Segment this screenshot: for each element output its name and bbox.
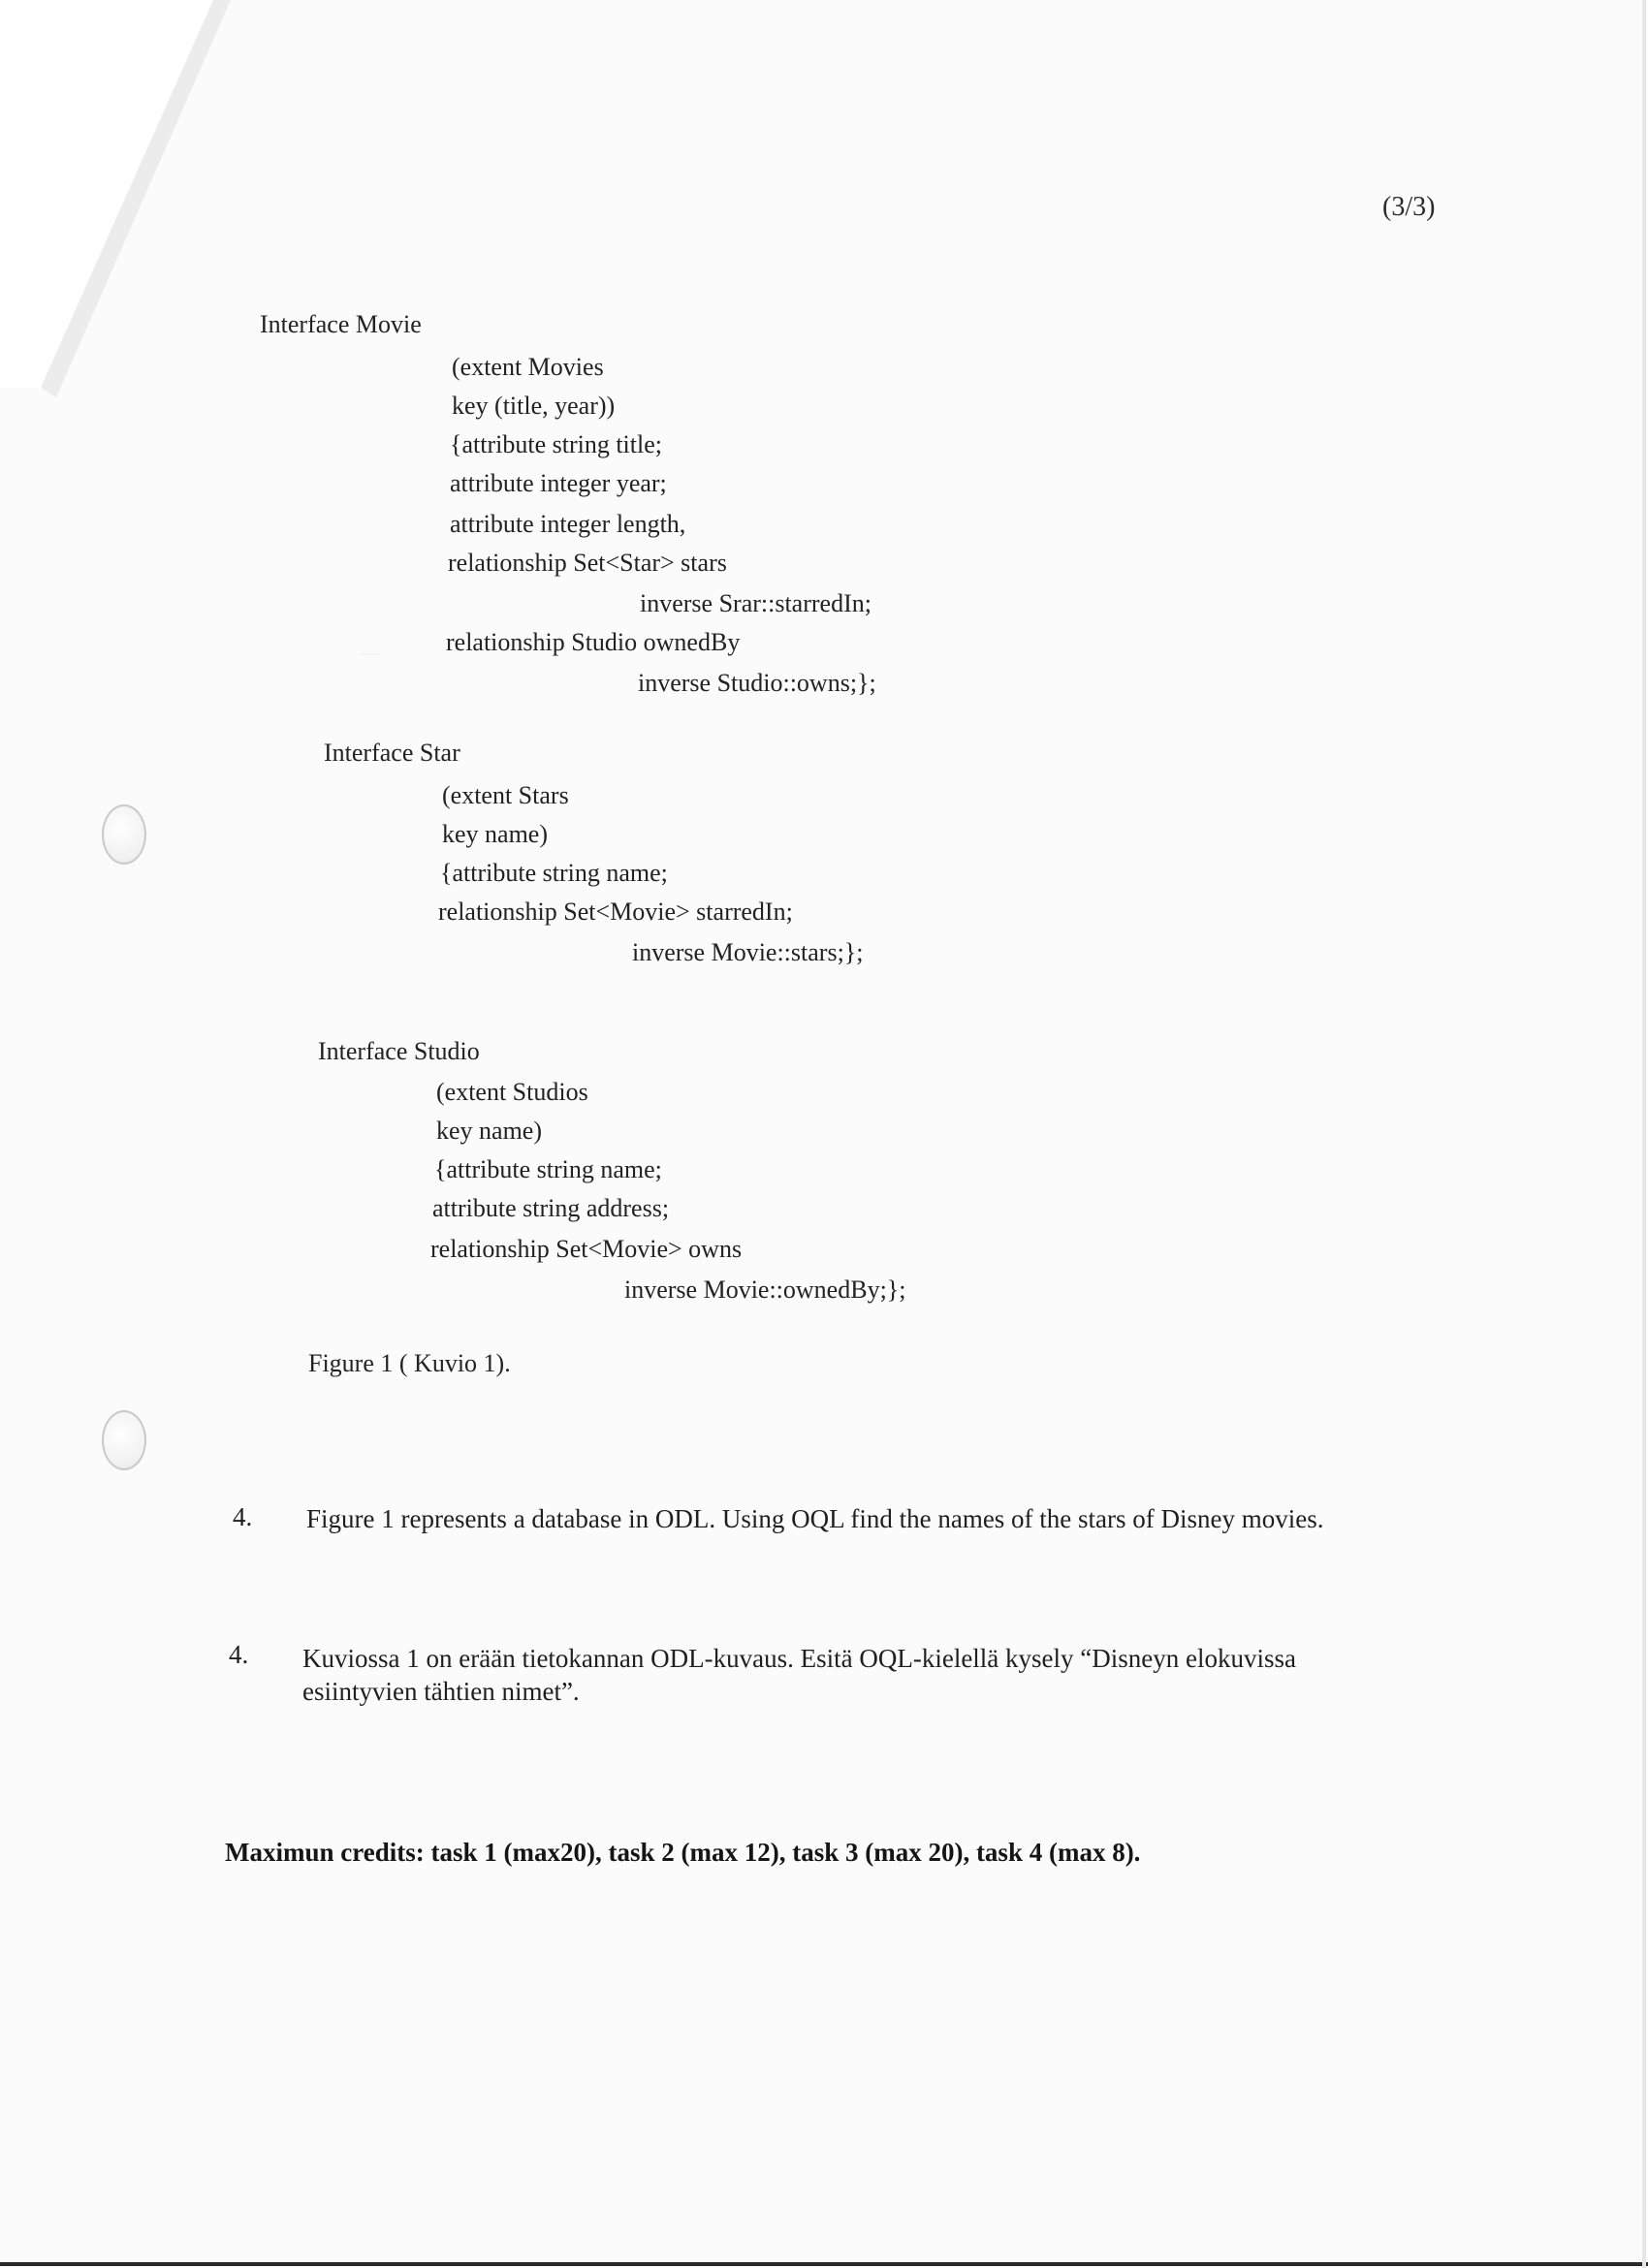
interface-star-header: Interface Star (324, 739, 460, 767)
code-line: attribute integer length, (450, 510, 686, 538)
code-line: key (title, year)) (452, 392, 616, 420)
code-line: attribute integer year; (450, 469, 667, 497)
code-line: relationship Set<Star> stars (448, 549, 727, 577)
maximum-credits: Maximun credits: task 1 (max20), task 2 (max 12), task 3 (max 20), task 4 (max 8). (225, 1838, 1141, 1867)
code-line: inverse Studio::owns;}; (638, 669, 876, 697)
punch-hole (102, 804, 146, 865)
code-line: relationship Set<Movie> owns (430, 1235, 743, 1263)
interface-studio-header: Interface Studio (318, 1037, 480, 1065)
interface-movie-header: Interface Movie (260, 310, 422, 338)
code-line: {attribute string title; (450, 430, 662, 458)
code-line: inverse Srar::starredIn; (640, 589, 872, 617)
code-line: relationship Studio ownedBy (446, 628, 741, 656)
question-number: 4. (229, 1640, 249, 1669)
question-english: Figure 1 represents a database in ODL. Using OQL find the names of the stars of Disney movies. (306, 1504, 1324, 1533)
question-number: 4. (233, 1502, 253, 1531)
question-finnish-line-2: esiintyvien tähtien nimet”. (302, 1677, 580, 1706)
code-line: attribute string address; (432, 1194, 670, 1222)
page-number: (3/3) (1382, 192, 1436, 222)
figure-caption: Figure 1 ( Kuvio 1). (308, 1349, 511, 1377)
code-line: {attribute string name; (440, 859, 668, 887)
bleed-through-text: — (359, 640, 380, 664)
code-line: key name) (442, 820, 549, 848)
punch-hole (102, 1410, 146, 1470)
code-line: {attribute string name; (434, 1155, 662, 1183)
code-line: (extent Stars (442, 781, 569, 809)
code-line: (extent Movies (452, 353, 604, 381)
code-line: inverse Movie::stars;}; (632, 938, 864, 966)
question-finnish-line-1: Kuviossa 1 on erään tietokannan ODL-kuvaus. Esitä OQL-kielellä kysely “Disneyn elokuvissa (302, 1644, 1296, 1673)
code-line: key name) (436, 1117, 543, 1145)
code-line: inverse Movie::ownedBy;}; (624, 1276, 906, 1304)
code-line: relationship Set<Movie> starredIn; (438, 898, 793, 926)
code-line: (extent Studios (436, 1078, 588, 1106)
